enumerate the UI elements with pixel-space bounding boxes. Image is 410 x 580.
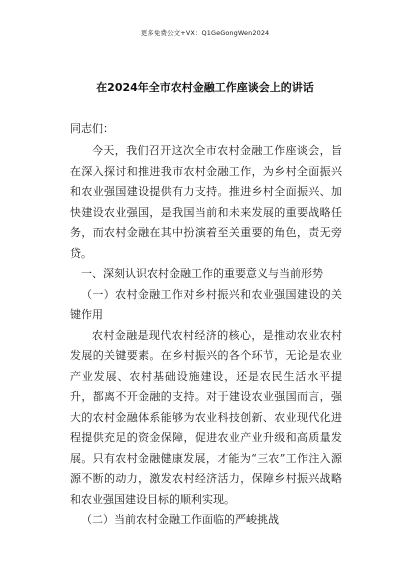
- section-heading: 一、深刻认识农村金融工作的重要意义与当前形势: [81, 267, 323, 280]
- body-paragraph: 农村金融是现代农村经济的核心，是推动农业农村发展的关键要素。在乡村振兴的各个环节，无论是农业产业发展、农村基础设施建设，还是农民生活水平提升，都离不开金融的支持。对于建设农业强国而言，强大的农村金融体系能够为农业科技创新、农业现代化进程提供充足的资金保障，促进农业产业升级和高质量发展。只有农村金融健康发展，才能为“三农”工作注入源源不断的动力，激发农村经济活力，保障乡村振兴战略和农业强国建设目标的顺利实现。: [70, 328, 342, 506]
- document-title: 在2024年全市农村金融工作座谈会上的讲话: [96, 81, 314, 94]
- subsection-heading: （一）农村金融工作对乡村振兴和农业强国建设的关键作用: [70, 287, 342, 321]
- subsection-heading: （二）当前农村金融工作面临的严峻挑战: [81, 513, 279, 526]
- salutation: 同志们：: [70, 122, 114, 135]
- document-body: [70, 141, 342, 531]
- intro-paragraph: 今天，我们召开这次全市农村金融工作座谈会，旨在深入探讨和推进我市农村金融工作，为乡村全面振兴和农业强国建设提供有力支持。推进乡村全面振兴、加快建设农业强国，是我国当前和未来发展的重要战略任务，而农村金融在其中扮演着至关重要的角色，责无旁贷。: [70, 144, 342, 260]
- header-note: 更多免费公文+VX：Q1GeGongWen2024: [140, 29, 270, 37]
